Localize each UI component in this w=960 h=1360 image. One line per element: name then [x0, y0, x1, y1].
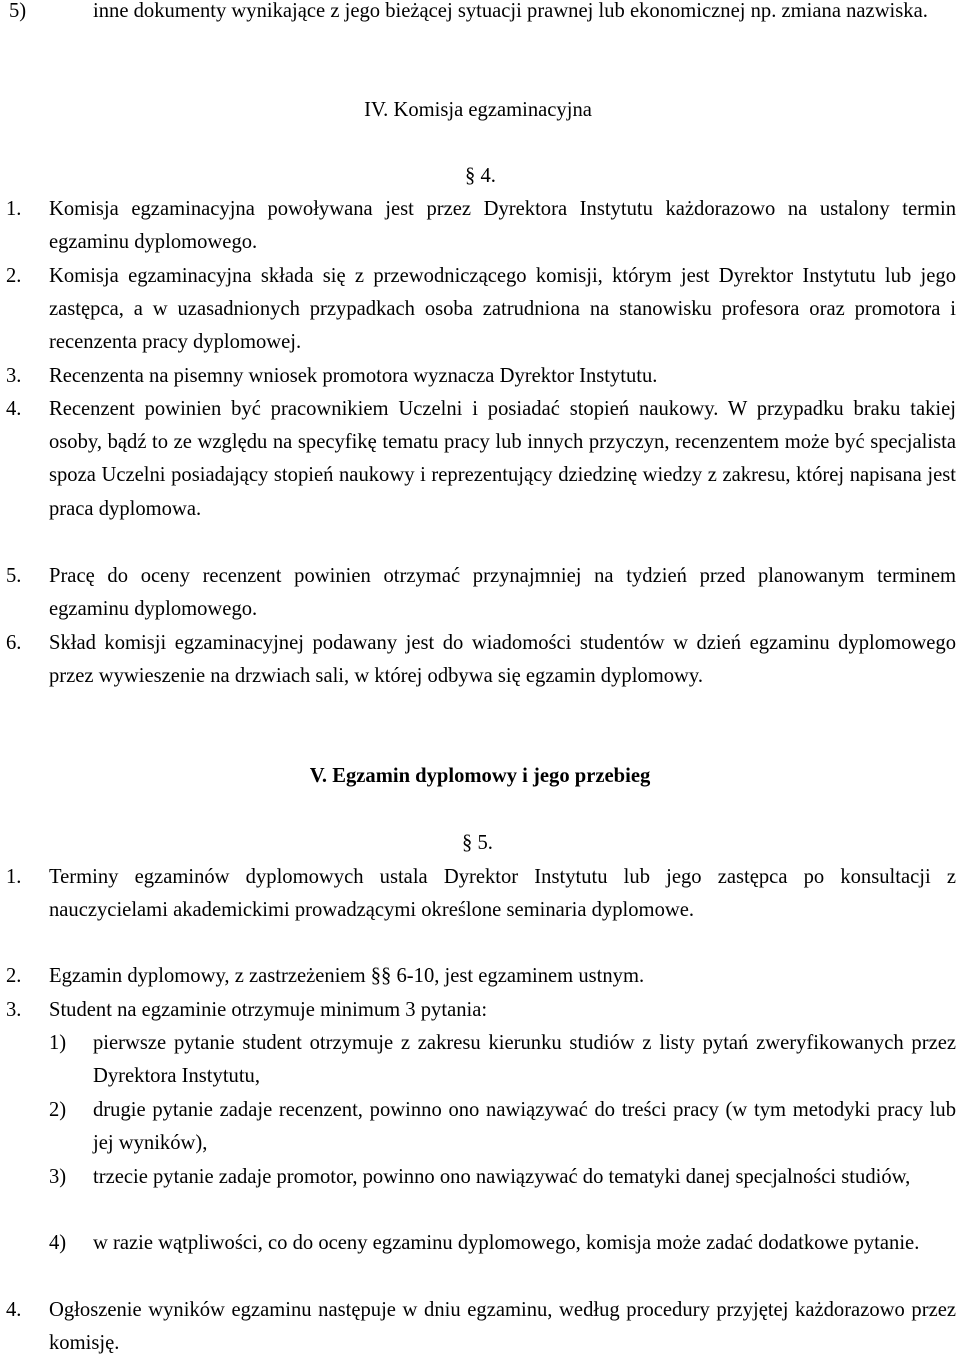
list-item-text: Student na egzaminie otrzymuje minimum 3 pytania: — [49, 999, 488, 1021]
list-item — [6, 861, 956, 927]
list-item-number: 4. — [6, 1299, 22, 1321]
sub-list-item-number: 2) — [49, 1099, 67, 1121]
list-item — [6, 260, 956, 360]
list-item-text: Skład komisji egzaminacyjnej podawany jest do wiadomości studentów w dzień egzaminu dyplomowego przez wywieszenie na drzwiach sali, w której odbywa się egzamin dyplomowy. — [49, 632, 956, 688]
paragraph-number: § 5. — [462, 832, 493, 854]
paragraph-number: § 4. — [465, 165, 496, 187]
list-item-number: 2. — [6, 265, 22, 287]
sub-list-item-number: 4) — [49, 1232, 67, 1254]
list-item-number: 5. — [6, 565, 22, 587]
sub-list-item-text: drugie pytanie zadaje recenzent, powinno ono nawiązywać do treści pracy (w tym metodyki pracy lub jej wyników), — [93, 1099, 956, 1155]
list-item-number: 1. — [6, 198, 22, 220]
list-item-text: inne dokumenty wynikające z jego bieżącej sytuacji prawnej lub ekonomicznej np. zmiana nazwiska. — [93, 0, 928, 22]
list-item-text: Komisja egzaminacyjna składa się z przewodniczącego komisji, którym jest Dyrektor Instytutu lub jego zastępca, a w uzasadnionych przypadkach osoba zatrudniona na stanowisku profesora oraz promotora i recenzenta pracy dyplomowej. — [49, 265, 956, 354]
list-item-number: 2. — [6, 965, 22, 987]
list-item-text: Pracę do oceny recenzent powinien otrzymać przynajmniej na tydzień przed planowanym terminem egzaminu dyplomowego. — [49, 565, 956, 621]
sub-list-item-number: 3) — [49, 1166, 67, 1188]
sub-list-item — [49, 1094, 956, 1160]
list-item — [6, 393, 956, 526]
list-item-text: Recenzent powinien być pracownikiem Uczelni i posiadać stopień naukowy. W przypadku braku takiej osoby, bądź to ze względu na specyfikę tematu pracy lub innych przyczyn, recenzentem może być specjalista spoza Uczelni posiadający stopień naukowy i reprezentujący dziedzinę wiedzy z zakresu, której napisana jest praca dyplomowa. — [49, 398, 956, 520]
list-item — [6, 627, 956, 693]
sub-list-item — [49, 1027, 956, 1093]
section-heading: V. Egzamin dyplomowy i jego przebieg — [309, 765, 651, 787]
list-item-number: 1. — [6, 866, 22, 888]
list-item — [6, 1294, 956, 1360]
list-item-text: Egzamin dyplomowy, z zastrzeżeniem §§ 6-10, jest egzaminem ustnym. — [49, 965, 645, 987]
list-item — [6, 560, 956, 626]
section-heading: IV. Komisja egzaminacyjna — [364, 99, 592, 121]
sub-list-item-number: 1) — [49, 1032, 67, 1054]
list-item-number: 6. — [6, 632, 22, 654]
sub-list-item-text: trzecie pytanie zadaje promotor, powinno ono nawiązywać do tematyki danej specjalności studiów, — [93, 1166, 911, 1188]
list-item-text: Komisja egzaminacyjna powoływana jest przez Dyrektora Instytutu każdorazowo na ustalony termin egzaminu dyplomowego. — [49, 198, 956, 254]
list-item-text: Terminy egzaminów dyplomowych ustala Dyrektor Instytutu lub jego zastępca po konsultacji z nauczycielami akademickimi prowadzącymi określone seminaria dyplomowe. — [49, 866, 956, 922]
list-item-number: 5) — [9, 0, 27, 22]
sub-list-item — [49, 1227, 956, 1260]
list-item-number: 3. — [6, 999, 22, 1021]
list-item — [6, 994, 956, 1027]
list-item-text: Recenzenta na pisemny wniosek promotora wyznacza Dyrektor Instytutu. — [49, 365, 658, 387]
list-item-number: 4. — [6, 398, 22, 420]
list-item — [9, 0, 956, 28]
list-item — [6, 360, 956, 393]
list-item-text: Ogłoszenie wyników egzaminu następuje w dniu egzaminu, według procedury przyjętej każdorazowo przez komisję. — [49, 1299, 956, 1355]
list-item-number: 3. — [6, 365, 22, 387]
sub-list-item — [49, 1161, 956, 1194]
list-item — [6, 960, 956, 993]
sub-list-item-text: w razie wątpliwości, co do oceny egzaminu dyplomowego, komisja może zadać dodatkowe pytanie. — [93, 1232, 920, 1254]
list-item — [6, 193, 956, 259]
sub-list-item-text: pierwsze pytanie student otrzymuje z zakresu kierunku studiów z listy pytań zweryfikowanych przez Dyrektora Instytutu, — [93, 1032, 956, 1088]
